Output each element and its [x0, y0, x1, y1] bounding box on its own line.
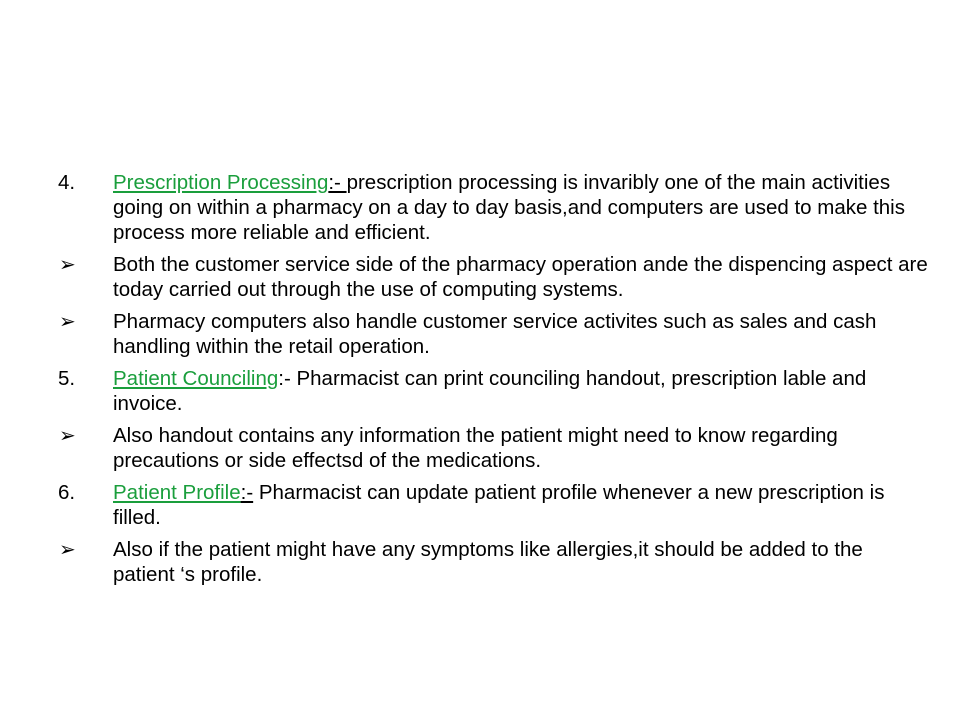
- section-title: Patient Counciling: [113, 367, 279, 390]
- bullet-item: [58, 252, 928, 302]
- slide-body: [58, 170, 928, 594]
- section-text: prescription processing is invaribly one of the main activities going on within a pharmacy on a day to day basis,and computers are used to make this process more reliable and efficient.: [113, 171, 905, 244]
- section-patient-profile: [58, 480, 928, 530]
- section-number: 6.: [58, 481, 76, 504]
- bullet-text: Pharmacy computers also handle customer service activites such as sales and cash handling within the retail operation.: [113, 310, 877, 358]
- bullet-item: [58, 309, 928, 359]
- section-separator: :-: [240, 481, 254, 504]
- section-title: Patient Profile: [113, 481, 241, 504]
- arrow-bullet-icon: ➢: [59, 537, 76, 561]
- arrow-bullet-icon: ➢: [59, 252, 76, 276]
- section-text: Pharmacist can update patient profile whenever a new prescription is filled.: [113, 481, 885, 529]
- bullet-text: Also if the patient might have any symptoms like allergies,it should be added to the patient ‘s profile.: [113, 538, 863, 586]
- section-separator: :-: [278, 367, 297, 390]
- bullet-text: Also handout contains any information the patient might need to know regarding precautions or side effectsd of the medications.: [113, 424, 838, 472]
- section-prescription-processing: [58, 170, 928, 245]
- section-patient-counciling: [58, 366, 928, 416]
- section-text: Pharmacist can print counciling handout, prescription lable and invoice.: [113, 367, 867, 415]
- section-separator: :-: [328, 171, 347, 194]
- section-number: 5.: [58, 367, 76, 390]
- arrow-bullet-icon: ➢: [59, 309, 76, 333]
- section-title: Prescription Processing: [113, 171, 329, 194]
- section-number: 4.: [58, 171, 76, 194]
- bullet-item: [58, 537, 928, 587]
- bullet-text: Both the customer service side of the pharmacy operation ande the dispencing aspect are today carried out through the use of computing systems.: [113, 253, 928, 301]
- bullet-item: [58, 423, 928, 473]
- arrow-bullet-icon: ➢: [59, 423, 76, 447]
